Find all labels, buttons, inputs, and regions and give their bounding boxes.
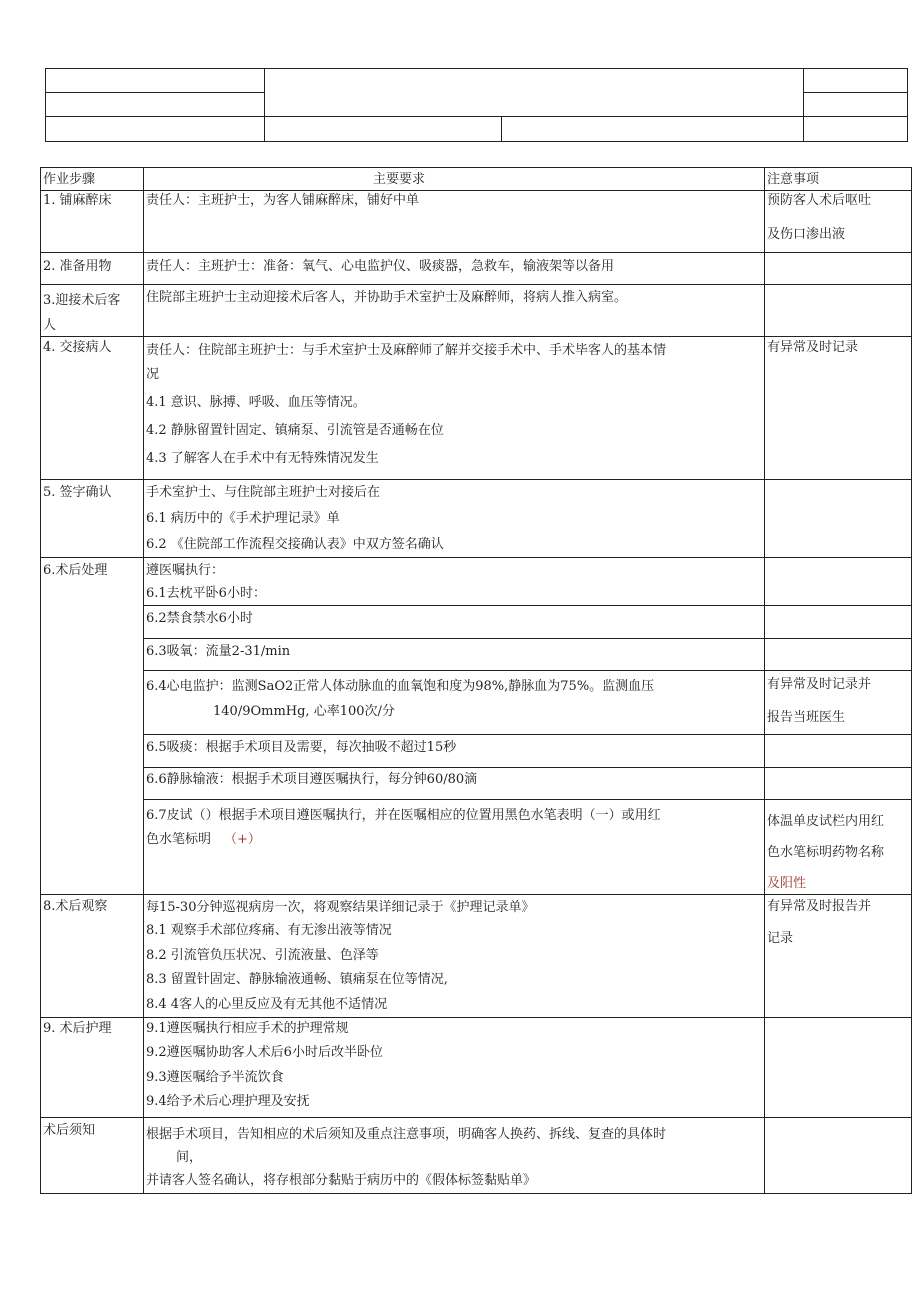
step-cell: 2. 准备用物 <box>43 259 112 274</box>
requirement-line: 间， <box>176 1150 203 1165</box>
requirement-line: 6.1去枕平卧6小时： <box>146 586 266 601</box>
requirement-line: 6.2 《住院部工作流程交接确认表》中双方签名确认 <box>146 537 444 552</box>
requirement-line: 住院部主班护士主动迎接术后客人，并协助手术室护士及麻醉师，将病人推入病室。 <box>146 290 628 305</box>
requirement-line: 8.2 引流管负压状况、引流液量、色泽等 <box>146 948 379 963</box>
column-header-step: 作业步骤 <box>43 172 96 187</box>
requirement-line: 责任人：主班护士，为客人铺麻醉床，铺好中单 <box>146 193 420 208</box>
requirement-line: 根据手术项目，告知相应的术后须知及重点注意事项，明确客人换药、拆线、复查的具体时 <box>146 1127 667 1142</box>
requirement-line: 6.2禁食禁水6小时 <box>146 611 253 626</box>
requirement-line: 6.4心电监护：监测SaO2正常人体动脉血的血氧饱和度为98%,静脉血为75%。监测血压 <box>146 679 655 694</box>
requirement-line: 140/9OmmHg, 心率100次/分 <box>213 704 395 719</box>
column-header-note: 注意事项 <box>767 172 820 187</box>
requirement-line: 每15-30分钟巡视病房一次，将观察结果详细记录于《护理记录单》 <box>146 900 535 915</box>
requirement-line: 6.6静脉输液：根据手术项目遵医嘱执行，每分钟60/80滴 <box>146 772 478 787</box>
step-cell: 9. 术后护理 <box>43 1021 112 1036</box>
step-cell: 术后须知 <box>43 1123 96 1138</box>
note-line: 有异常及时记录 <box>767 340 859 355</box>
step-cell: 3.迎接术后客 <box>43 293 121 308</box>
requirement-line: 况 <box>146 367 160 382</box>
step-cell: 人 <box>43 318 57 333</box>
requirement-line: 手术室护士、与住院部主班护士对接后在 <box>146 485 381 500</box>
requirement-line: 8.3 留置针固定、静脉输液通畅、镇痛泵在位等情况, <box>146 972 448 987</box>
step-cell: 4. 交接病人 <box>43 340 112 355</box>
requirement-line: 6.7皮试（）根据手术项目遵医嘱执行，并在医嘱相应的位置用黑色水笔表明（一）或用红 <box>146 808 661 823</box>
requirement-line: 6.5吸痰：根据手术项目及需要，每次抽吸不超过15秒 <box>146 740 457 755</box>
note-line: 有异常及时记录并 <box>767 677 872 692</box>
note-line: 有异常及时报告并 <box>767 899 872 914</box>
note-line: 记录 <box>767 931 794 946</box>
note-line: 色水笔标明药物名称 <box>767 845 885 860</box>
note-line: 报告当班医生 <box>767 710 846 725</box>
requirement-line: 4.3 了解客人在手术中有无特殊情况发生 <box>146 451 379 466</box>
note-line: 预防客人术后呕吐 <box>767 193 872 208</box>
step-cell: 5. 签字确认 <box>43 485 112 500</box>
note-line: 及伤口渗出液 <box>767 227 846 242</box>
step-cell: 1. 铺麻醉床 <box>43 193 112 208</box>
step-cell: 8.术后观察 <box>43 899 108 914</box>
requirement-line: 并请客人签名确认，将存根部分黏贴于病历中的《假体标签黏贴单》 <box>146 1173 537 1188</box>
requirement-line: 责任人：住院部主班护士：与手术室护士及麻醉师了解并交接手术中、手术毕客人的基本情 <box>146 343 667 358</box>
requirement-line: 9.1遵医嘱执行相应手术的护理常规 <box>146 1021 349 1036</box>
note-line: 体温单皮试栏内用红 <box>767 814 885 829</box>
requirement-line: 9.4给予术后心理护理及安抚 <box>146 1094 310 1109</box>
column-header-requirement: 主要要求 <box>373 172 426 187</box>
positive-mark: （+） <box>224 832 261 847</box>
requirement-line: 6.1 病历中的《手术护理记录》单 <box>146 511 340 526</box>
step-cell: 6.术后处理 <box>43 563 108 578</box>
requirement-line: 4.2 静脉留置针固定、镇痛泵、引流管是否通畅在位 <box>146 423 444 438</box>
requirement-line: 8.4 4客人的心里反应及有无其他不适情况 <box>146 997 388 1012</box>
requirement-line: 遵医嘱执行： <box>146 563 225 578</box>
requirement-line: 9.2遵医嘱协助客人术后6小时后改半卧位 <box>146 1045 383 1060</box>
requirement-line: 6.3吸氧：流量2-31∕min <box>146 644 291 659</box>
requirement-line: 8.1 观察手术部位疼痛、有无渗出液等情况 <box>146 923 392 938</box>
requirement-line: 色水笔标明 <box>146 832 212 847</box>
requirement-line: 4.1 意识、脉搏、呼吸、血压等情况。 <box>146 395 366 410</box>
note-line: 及阳性 <box>767 876 807 891</box>
requirement-line: 9.3遵医嘱给予半流饮食 <box>146 1070 284 1085</box>
requirement-line: 责任人：主班护士：准备：氧气、心电监护仪、吸痰器，急救车，输液架等以备用 <box>146 259 615 274</box>
